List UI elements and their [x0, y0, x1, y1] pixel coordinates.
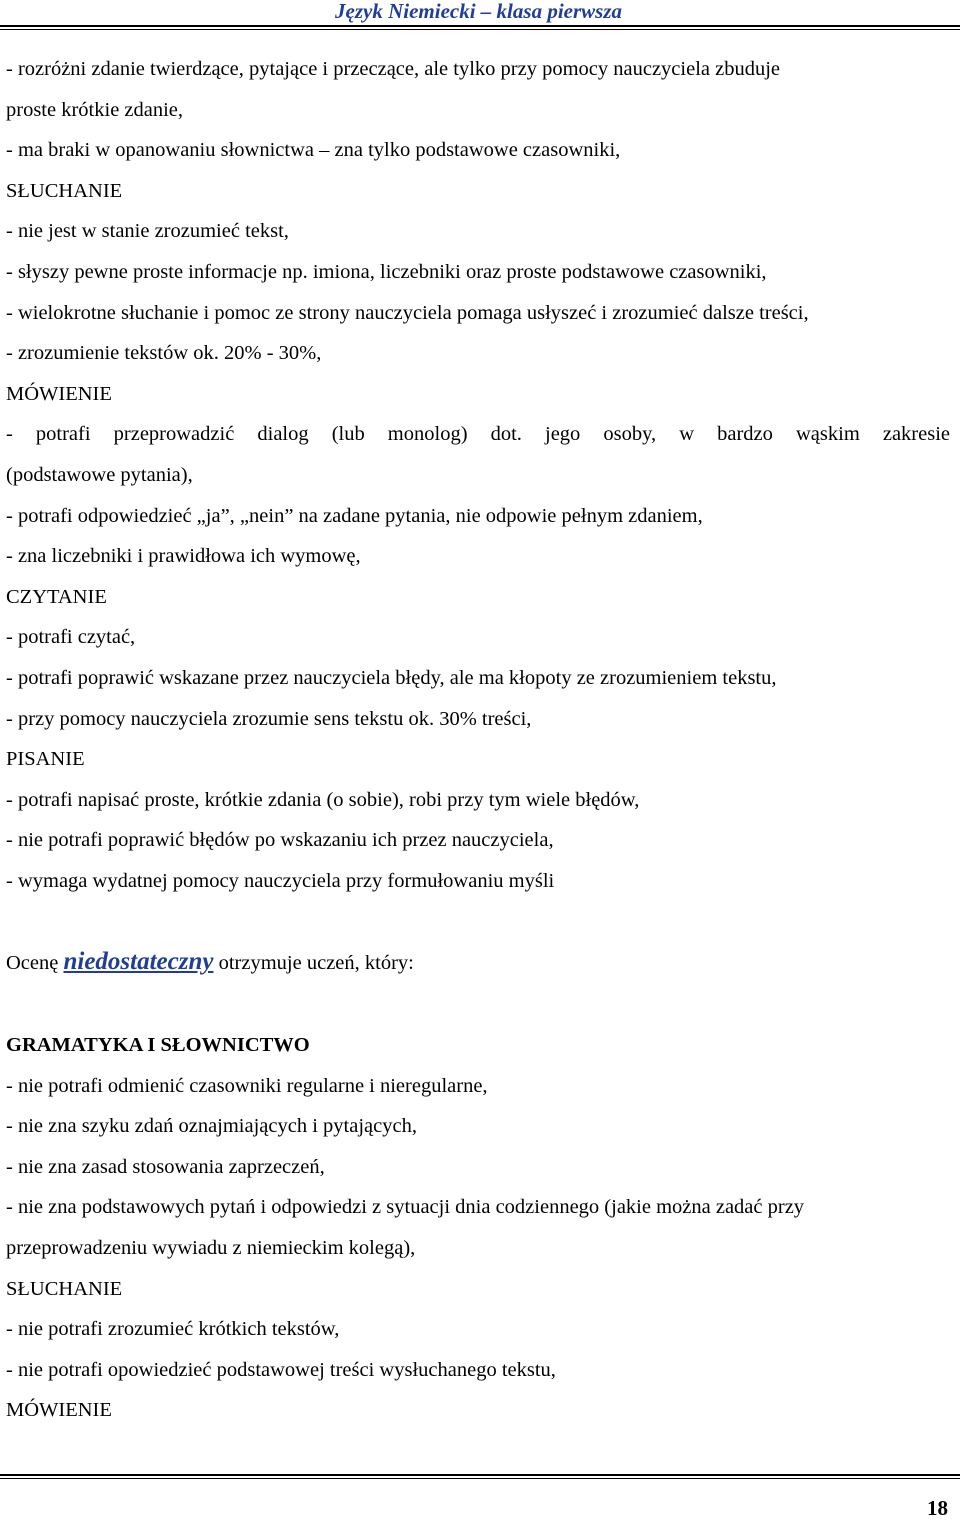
grade-statement [6, 942, 950, 984]
list-item: - słyszy pewne proste informacje np. imiona, liczebniki oraz proste podstawowe czasowniki, [6, 260, 767, 283]
text-line: - rozróżni zdanie twierdzące, pytające i przeczące, ale tylko przy pomocy nauczyciela zbuduje [6, 58, 781, 80]
text-line: proste krótkie zdanie, [6, 98, 184, 121]
list-item: - nie potrafi zrozumieć krótkich tekstów, [6, 1318, 340, 1341]
footer-rule-thin [0, 1478, 960, 1479]
section-heading-czytanie: CZYTANIE [6, 585, 107, 608]
footer-rule-thick [0, 1474, 960, 1476]
header-rule-thin [0, 29, 960, 30]
section-heading-mowienie: MÓWIENIE [6, 382, 112, 405]
list-item: - nie jest w stanie zrozumieć tekst, [6, 220, 289, 243]
list-item: - zrozumienie tekstów ok. 20% - 30%, [6, 342, 322, 365]
list-item: - nie zna szyku zdań oznajmiających i pytających, [6, 1115, 417, 1138]
text-line: - ma braki w opanowaniu słownictwa – zna tylko podstawowe czasowniki, [6, 139, 621, 162]
list-item: - przy pomocy nauczyciela zrozumie sens tekstu ok. 30% treści, [6, 707, 532, 730]
list-item: - potrafi napisać proste, krótkie zdania (o sobie), robi przy tym wiele błędów, [6, 788, 640, 811]
spacer [6, 901, 950, 942]
section-heading-sluchanie: SŁUCHANIE [6, 1277, 123, 1300]
section-heading-pisanie: PISANIE [6, 748, 85, 771]
list-item: - nie potrafi poprawić błędów po wskazaniu ich przez nauczyciela, [6, 829, 554, 852]
list-item: - potrafi czytać, [6, 626, 136, 649]
grade-prefix: Ocenę [6, 952, 64, 975]
list-item: - potrafi przeprowadzić dialog (lub monolog) dot. jego osoby, w bardzo wąskim zakresie [6, 423, 950, 446]
list-item: - potrafi odpowiedzieć „ja”, „nein” na zadane pytania, nie odpowie pełnym zdaniem, [6, 504, 703, 527]
list-item: - wielokrotne słuchanie i pomoc ze strony nauczyciela pomaga usłyszeć i zrozumieć dalsze treści, [6, 301, 809, 324]
list-item: - nie zna podstawowych pytań i odpowiedzi z sytuacji dnia codziennego (jakie można zadać przy [6, 1196, 805, 1219]
list-item: - nie zna zasad stosowania zaprzeczeń, [6, 1155, 325, 1178]
page-number: 18 [927, 1496, 948, 1520]
list-item: - nie potrafi opowiedzieć podstawowej treści wysłuchanego tekstu, [6, 1358, 556, 1381]
list-item: - wymaga wydatnej pomocy nauczyciela przy formułowaniu myśli [6, 869, 555, 892]
list-item: (podstawowe pytania), [6, 463, 193, 486]
grade-suffix: otrzymuje uczeń, który: [213, 952, 414, 975]
spacer [6, 984, 950, 1025]
list-item: - nie potrafi odmienić czasowniki regularne i nieregularne, [6, 1074, 488, 1097]
section-heading-sluchanie: SŁUCHANIE [6, 179, 123, 202]
grade-word: niedostateczny [63, 948, 214, 976]
document-body [6, 49, 950, 1431]
list-item: - potrafi poprawić wskazane przez nauczyciela błędy, ale ma kłopoty ze zrozumieniem tekstu, [6, 666, 777, 689]
list-item: przeprowadzeniu wywiadu z niemieckim kolegą), [6, 1237, 416, 1260]
section-heading-gramatyka: GRAMATYKA I SŁOWNICTWO [6, 1034, 310, 1057]
list-item: - zna liczebniki i prawidłowa ich wymowę, [6, 545, 361, 568]
header-rule-thick [0, 25, 960, 27]
section-heading-mowienie: MÓWIENIE [6, 1399, 112, 1422]
page-header-title: Język Niemiecki – klasa pierwsza [335, 0, 622, 23]
